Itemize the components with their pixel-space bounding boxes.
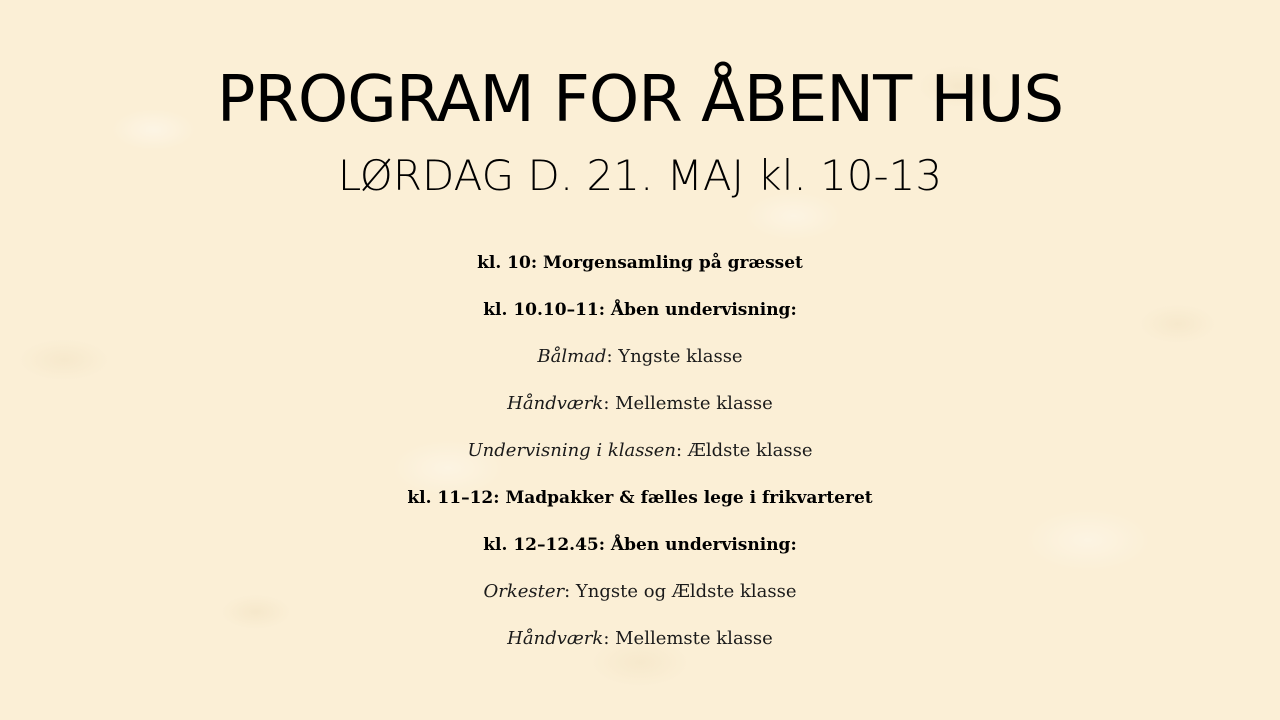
program-item-undervisning-i-klassen bbox=[0, 434, 1280, 481]
program-item-text: kl. 10: Morgensamling på græsset bbox=[477, 253, 803, 273]
program-item-haandvaerk-2 bbox=[0, 622, 1280, 669]
program-item-aaben-undervisning-1 bbox=[0, 293, 1280, 340]
activity-group: : Yngste klasse bbox=[606, 346, 743, 367]
program-item-orkester bbox=[0, 575, 1280, 622]
page-title: PROGRAM FOR ÅBENT HUS bbox=[216, 63, 1064, 137]
program-item-aaben-undervisning-2 bbox=[0, 528, 1280, 575]
program-item-baalmad bbox=[0, 340, 1280, 387]
activity-name: Orkester bbox=[483, 581, 565, 602]
program-item-text: kl. 11–12: Madpakker & fælles lege i frikvarteret bbox=[407, 488, 873, 508]
activity-group: : Yngste og Ældste klasse bbox=[564, 581, 797, 602]
page-subtitle: LØRDAG D. 21. MAJ kl. 10-13 bbox=[337, 151, 943, 200]
program-item-text: kl. 10.10–11: Åben undervisning: bbox=[483, 300, 797, 320]
program-list bbox=[0, 246, 1280, 669]
activity-group: : Mellemste klasse bbox=[603, 628, 773, 649]
activity-group: : Ældste klasse bbox=[676, 440, 813, 461]
activity-name: Undervisning i klassen bbox=[467, 440, 677, 461]
activity-group: : Mellemste klasse bbox=[603, 393, 773, 414]
activity-name: Bålmad bbox=[537, 346, 607, 367]
activity-name: Håndværk bbox=[507, 393, 604, 414]
program-item-text: kl. 12–12.45: Åben undervisning: bbox=[483, 535, 797, 555]
program-item-madpakker bbox=[0, 481, 1280, 528]
program-item-morgensamling bbox=[0, 246, 1280, 293]
program-item-haandvaerk-1 bbox=[0, 387, 1280, 434]
activity-name: Håndværk bbox=[507, 628, 604, 649]
